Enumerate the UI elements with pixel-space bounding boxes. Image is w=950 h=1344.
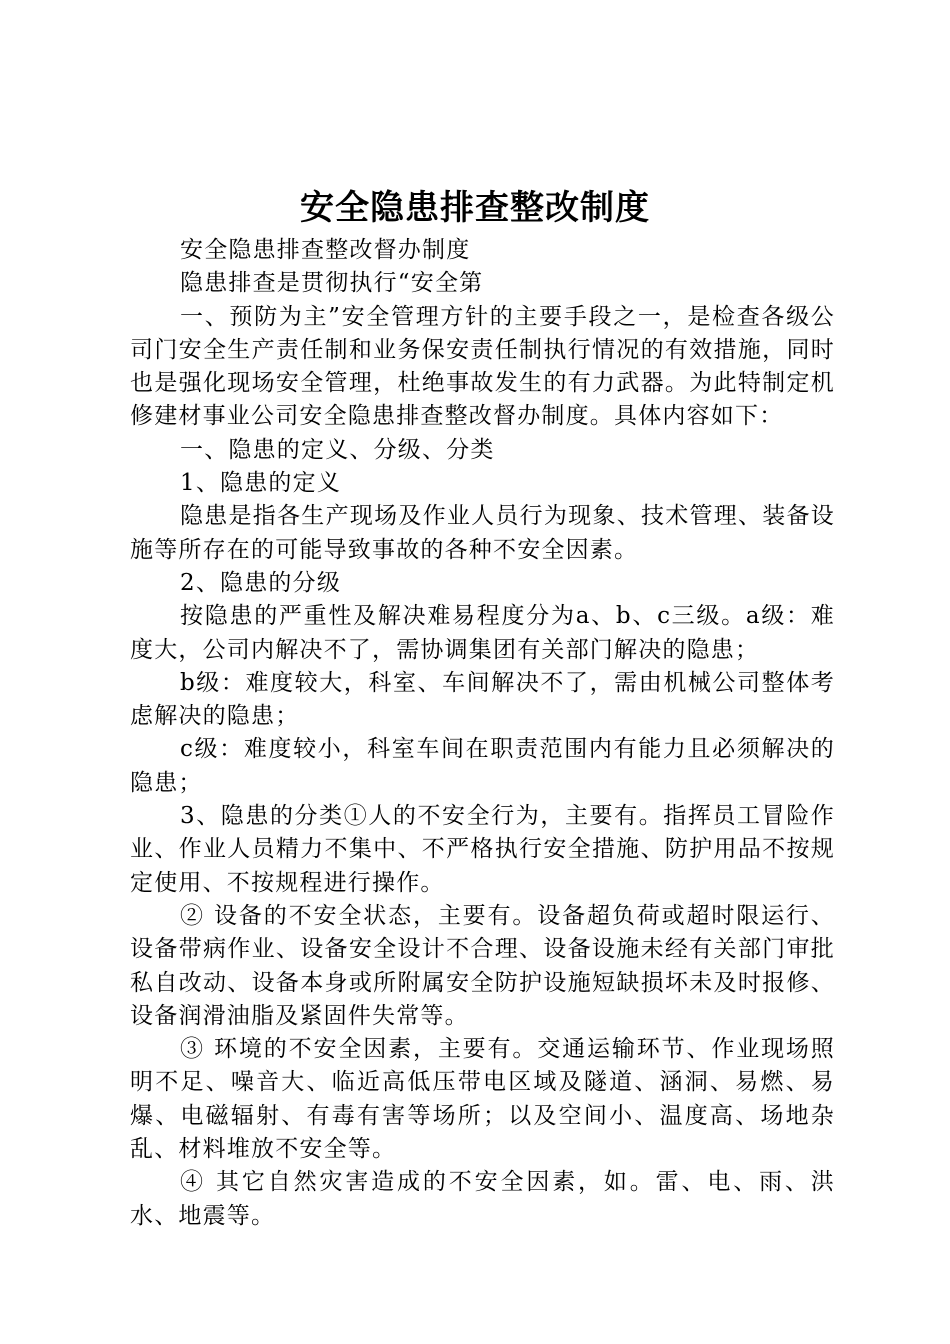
paragraph: 一、预防为主”安全管理方针的主要手段之一，是检查各级公司门安全生产责任制和业务保安责任制执行情况的有效措施，同时也是强化现场安全管理，杜绝事故发生的有力武器。为此特制定机修建材事业公司安全隐患排查整改督办制度。具体内容如下： — [130, 303, 835, 430]
paragraph: 安全隐患排查整改督办制度 — [180, 237, 471, 263]
paragraph: ② 设备的不安全状态，主要有。设备超负荷或超时限运行、设备带病作业、设备安全设计不合理、设备设施未经有关部门审批私自改动、设备本身或所附属安全防护设施短缺损坏未及时报修、设备润滑油脂及紧固件失常等。 — [130, 902, 835, 1029]
paragraph: c级：难度较小，科室车间在职责范围内有能力且必须解决的隐患； — [130, 736, 835, 796]
paragraph: 隐患排查是贯彻执行“安全第 — [180, 270, 484, 297]
document-title: 安全隐患排查整改制度 — [300, 188, 650, 228]
paragraph: b级：难度较大，科室、车间解决不了，需由机械公司整体考虑解决的隐患； — [130, 669, 835, 730]
paragraph: 2、隐患的分级 — [180, 569, 342, 596]
paragraph: 一、隐患的定义、分级、分类 — [180, 436, 495, 463]
paragraph: 3、隐患的分类①人的不安全行为，主要有。指挥员工冒险作业、作业人员精力不集中、不严格执行安全措施、防护用品不按规定使用、不按规程进行操作。 — [130, 803, 835, 896]
paragraph: ④ 其它自然灾害造成的不安全因素，如。雷、电、雨、洪水、地震等。 — [130, 1169, 835, 1229]
paragraph: ③ 环境的不安全因素，主要有。交通运输环节、作业现场照明不足、噪音大、临近高低压带电区域及隧道、涵洞、易燃、易爆、电磁辐射、有毒有害等场所；以及空间小、温度高、场地杂乱、材料堆放不安全等。 — [130, 1036, 835, 1163]
paragraph: 隐患是指各生产现场及作业人员行为现象、技术管理、装备设施等所存在的可能导致事故的各种不安全因素。 — [130, 503, 835, 563]
paragraph: 1、隐患的定义 — [180, 470, 342, 497]
document-body — [130, 234, 835, 1233]
paragraph: 按隐患的严重性及解决难易程度分为a、b、c三级。a级：难度大，公司内解决不了，需协调集团有关部门解决的隐患； — [130, 603, 835, 663]
